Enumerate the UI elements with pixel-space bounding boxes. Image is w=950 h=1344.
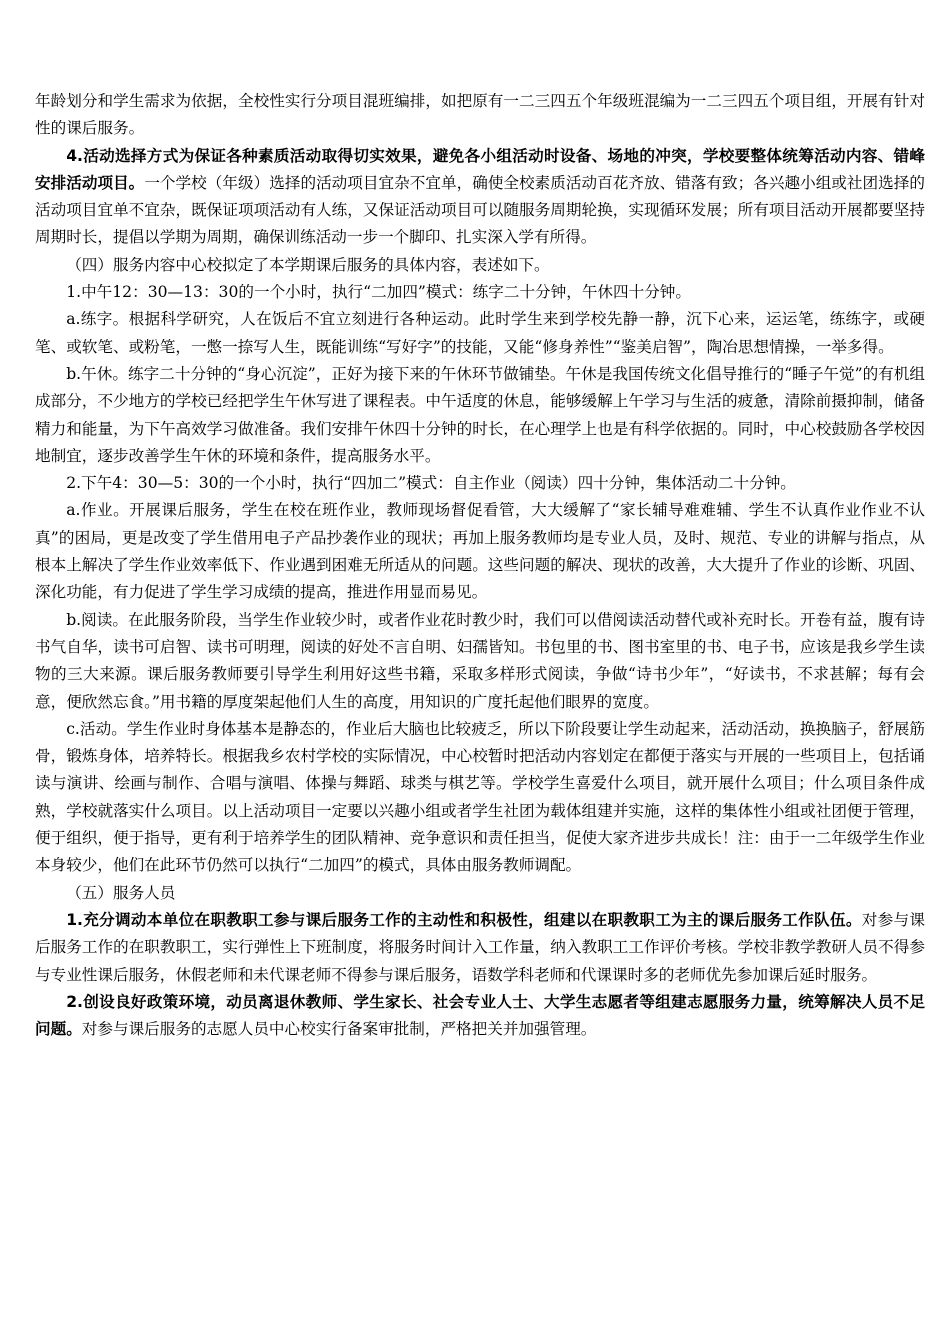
section-heading-service-content: [35, 252, 925, 279]
paragraph-activity-selection: [35, 143, 925, 252]
paragraph-staff-mobilization: [35, 907, 925, 989]
paragraph-text: 对参与课后服务工作的在职教职工，实行弹性上下班制度，将服务时间计入工作量，纳入教职工工作评价考核。学校非教学教研人员不得参与专业性课后服务，休假老师和未代课老师不得参与课后服务，语数学科老师和代课课时多的老师优先参加课后延时服务。: [35, 910, 925, 984]
paragraph-bold-lead: 2.创设良好政策环境，动员离退休教师、学生家长、社会专业人士、大学生志愿者等组建志愿服务力量，统筹解决人员不足问题。: [35, 992, 925, 1039]
paragraph-volunteers: [35, 989, 925, 1044]
paragraph-text: a.作业。开展课后服务，学生在校在班作业，教师现场督促看管，大大缓解了“家长辅导难难辅、学生不认真作业作业不认真”的困局，更是改变了学生借用电子产品抄袭作业的现状；再加上服务教师均是专业人员，及时、规范、专业的讲解与指点，从根本上解决了学生作业效率低下、作业遇到困难无所适从的问题。这些问题的解决、现状的改善，大大提升了作业的诊断、巩固、深化功能，有力促进了学生学习成绩的提高，推进作用显而易见。: [35, 501, 925, 602]
paragraph-text: （四）服务内容中心校拟定了本学期课后服务的具体内容，表述如下。: [66, 255, 550, 274]
paragraph-afternoon-schedule: [35, 470, 925, 497]
paragraph-text: 年龄划分和学生需求为依据，全校性实行分项目混班编排，如把原有一二三四五个年级班混编为一二三四五个项目组，开展有针对性的课后服务。: [35, 92, 925, 138]
paragraph-calligraphy: [35, 306, 925, 361]
paragraph-text: （五）服务人员: [66, 883, 176, 902]
document-page: [35, 88, 925, 1043]
paragraph-continuation: [35, 88, 925, 143]
paragraph-activities: [35, 716, 925, 880]
paragraph-nap: [35, 361, 925, 470]
paragraph-text: 2.下午4：30—5：30的一个小时，执行“四加二”模式：自主作业（阅读）四十分钟，集体活动二十分钟。: [66, 474, 796, 493]
paragraph-text: b.阅读。在此服务阶段，当学生作业较少时，或者作业花时教少时，我们可以借阅读活动替代或补充时长。开卷有益，腹有诗书气自华，读书可启智、读书可明理，阅读的好处不言自明、妇孺皆知。书包里的书、图书室里的书、电子书，应该是我乡学生读物的三大来源。课后服务教师要引导学生利用好这些书籍，采取多样形式阅读，争做“诗书少年”，“好读书，不求甚解；每有会意，便欣然忘食。”用书籍的厚度架起他们人生的高度，用知识的广度托起他们眼界的宽度。: [35, 610, 925, 711]
paragraph-text: 一个学校（年级）选择的活动项目宜杂不宜单，确使全校素质活动百花齐放、错落有致；各兴趣小组或社团选择的活动项目宜单不宜杂，既保证项项活动有人练，又保证活动项目可以随服务周期轮换，实现循环发展；所有项目活动开展都要坚持周期时长，提倡以学期为周期，确保训练活动一步一个脚印、扎实深入学有所得。: [35, 173, 925, 247]
paragraph-text: 对参与课后服务的志愿人员中心校实行备案审批制，严格把关并加强管理。: [81, 1020, 597, 1039]
section-heading-service-staff: [35, 880, 925, 907]
paragraph-reading: [35, 607, 925, 716]
paragraph-text: b.午休。练字二十分钟的“身心沉淀”，正好为接下来的午休环节做铺垫。午休是我国传统文化倡导推行的“睡子午觉”的有机组成部分，不少地方的学校已经把学生午休写进了课程表。中午适度的休息，能够缓解上午学习与生活的疲惫，清除前摄抑制，储备精力和能量，为下午高效学习做准备。我们安排午休四十分钟的时长，在心理学上也是有科学依据的。同时，中心校鼓励各学校因地制宜，逐步改善学生午休的环境和条件，提高服务水平。: [35, 364, 925, 465]
paragraph-bold-lead: 1.充分调动本单位在职教职工参与课后服务工作的主动性和积极性，组建以在职教职工为主的课后服务工作队伍。: [66, 910, 862, 929]
paragraph-noon-schedule: [35, 279, 925, 306]
paragraph-text: c.活动。学生作业时身体基本是静态的，作业后大脑也比较疲乏，所以下阶段要让学生动起来，活动活动，换换脑子，舒展筋骨，锻炼身体，培养特长。根据我乡农村学校的实际情况，中心校暂时把活动内容划定在都便于落实与开展的一些项目上，包括诵读与演讲、绘画与制作、合唱与演唱、体操与舞蹈、球类与棋艺等。学校学生喜爱什么项目，就开展什么项目；什么项目条件成熟，学校就落实什么项目。以上活动项目一定要以兴趣小组或者学生社团为载体组建并实施，这样的集体性小组或社团便于管理，便于组织，便于指导，更有利于培养学生的团队精神、竞争意识和责任担当，促使大家齐进步共成长！注：由于一二年级学生作业本身较少，他们在此环节仍然可以执行“二加四”的模式，具体由服务教师调配。: [35, 719, 925, 875]
paragraph-homework: [35, 497, 925, 606]
paragraph-bold-lead: 4.活动选择方式为保证各种素质活动取得切实效果，避免各小组活动时设备、场地的冲突，学校要整体统筹活动内容、错峰安排活动项目。: [35, 146, 925, 192]
paragraph-text: 1.中午12：30—13：30的一个小时，执行“二加四”模式：练字二十分钟，午休四十分钟。: [66, 283, 691, 302]
paragraph-text: a.练字。根据科学研究，人在饭后不宜立刻进行各种运动。此时学生来到学校先静一静，沉下心来，运运笔，练练字，或硬笔、或软笔、或粉笔，一憋一捺写人生，既能训练“写好字”的技能，又能“修身养性”“鉴美启智”，陶冶思想情操，一举多得。: [35, 310, 925, 356]
